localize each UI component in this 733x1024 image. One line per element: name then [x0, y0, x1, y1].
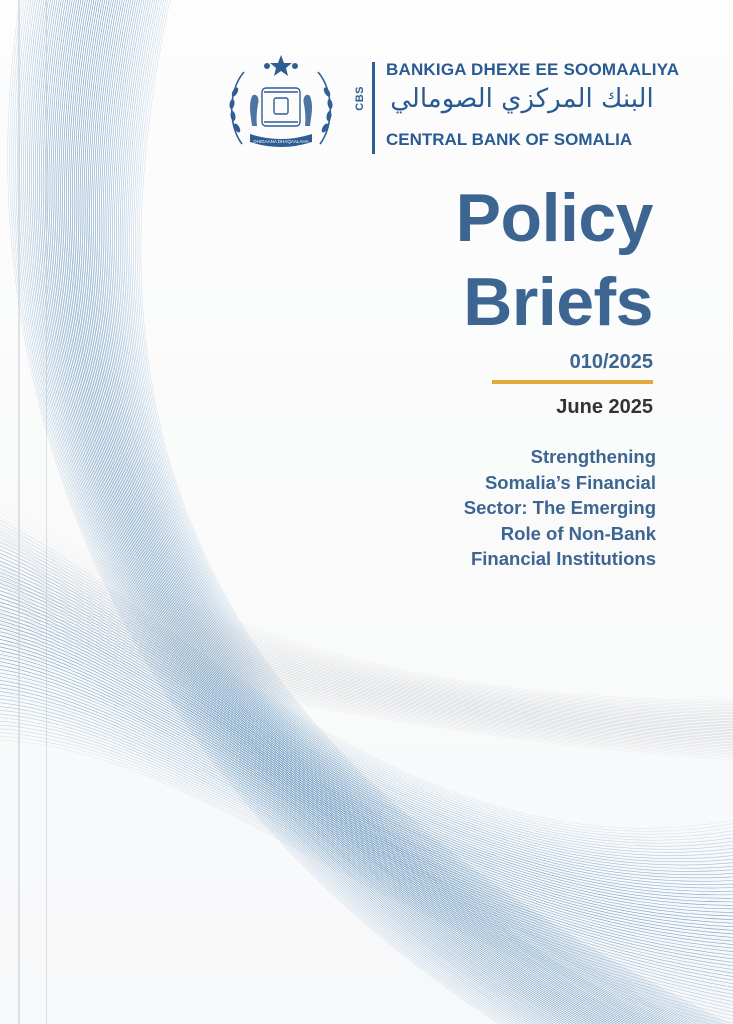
brief-title-line: Financial Institutions	[470, 548, 656, 569]
series-title-line: Policy	[455, 180, 653, 256]
series-title-line: Briefs	[463, 264, 653, 340]
bank-name-arabic: البنك المركزي الصومالي	[390, 84, 654, 114]
brief-title-line: Somalia’s Financial	[484, 471, 656, 493]
brief-title-line: Sector: The Emerging	[463, 497, 656, 518]
accent-divider	[492, 380, 653, 384]
issue-date: June 2025	[556, 396, 653, 418]
logo-divider	[372, 62, 375, 154]
bank-name-somali: BANKIGA DHEXE EE SOOMAALIYA	[386, 60, 680, 79]
bank-abbreviation: CBS	[354, 86, 366, 111]
spine-line	[18, 0, 20, 1024]
star-icon	[264, 55, 298, 76]
bank-name-english: CENTRAL BANK OF SOMALIA	[386, 130, 633, 149]
brief-title-line: Role of Non-Bank	[500, 522, 656, 544]
brief-title	[396, 444, 656, 572]
bank-logo	[222, 52, 680, 162]
spine-line	[46, 0, 47, 1024]
series-title	[456, 176, 653, 344]
brief-title-line: Strengthening	[530, 446, 656, 467]
cbs-emblem-icon	[222, 52, 340, 158]
issue-number: 010/2025	[569, 351, 653, 373]
svg-text:DHIGAANA DHAQAALAHA: DHIGAANA DHAQAALAHA	[253, 139, 309, 144]
